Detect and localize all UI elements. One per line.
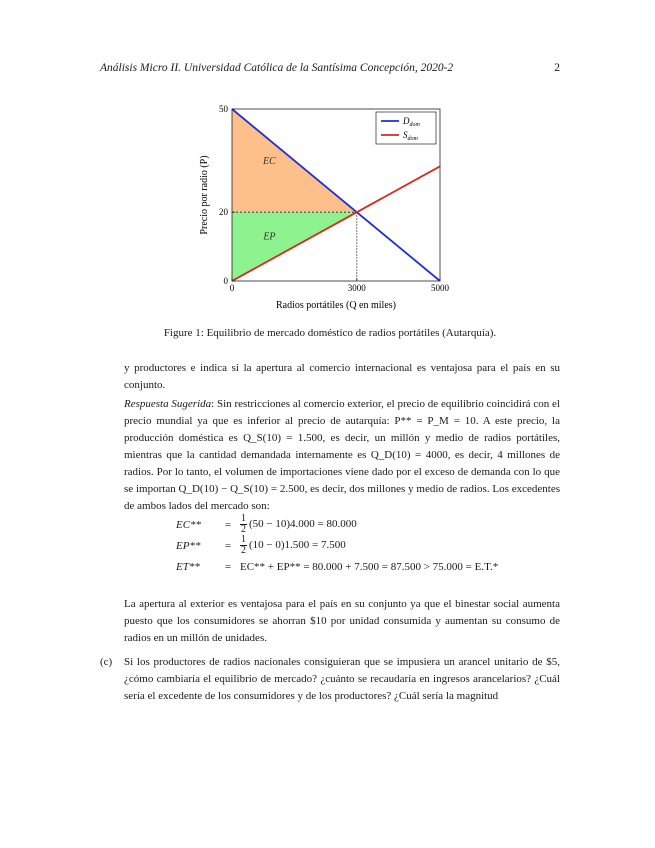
y-tick-label: 50: [219, 104, 228, 114]
equation-rhs: EC** + EP** = 80.000 + 7.500 = 87.500 > 75.000 = E.T.*: [240, 560, 499, 573]
market-equilibrium-chart: [190, 100, 460, 315]
x-axis-label: Radios portátiles (Q en miles): [276, 300, 396, 311]
equation-row: EC** = $\frac{1}{2}$ (50 − 10)4.000 = 80.000: [176, 513, 357, 535]
paragraph-conclusion: La apertura al exterior es ventajosa para el país en su conjunto ya que el binestar social aumenta puesto que los consumidores se ahorran $10 por unidad consumida y aumentan su consumo de radios en un millón de unidades.: [124, 598, 560, 644]
suggested-answer-text: : Sin restricciones al comercio exterior, el precio de equilibrio coincidirá con el precio mundial ya que es inferior al precio de autarquía: P** = P_M = 10. A este precio, la producción doméstica es Q_S(10) = 1.500, es decir, un millón y medio de radios portátiles, mientras que la cantidad demandada internamente es Q_D(10) = 4000, es decir, 4 millones de radios. Por lo tanto, el volumen de importaciones viene dado por el exceso de demanda con lo que se importan Q_D(10) − Q_S(10) = 2.500, es decir, dos millones y medio de radios. Los excedentes de ambos lados del mercado son:: [124, 398, 560, 512]
x-tick-label: 5000: [431, 283, 449, 293]
y-tick-label: 20: [219, 207, 228, 218]
suggested-answer: [124, 396, 560, 515]
equation-rhs: (10 − 0)1.500 = 7.500: [249, 539, 346, 552]
suggested-answer-label: Respuesta Sugerida: [124, 398, 212, 410]
equation-lhs: EP**: [176, 539, 201, 552]
ep-area-label: EP: [263, 231, 276, 243]
legend-supply-label: $S_{dom}$: [403, 130, 418, 142]
x-tick-label: 3000: [347, 283, 366, 293]
header-title: Análisis Micro II. Universidad Católica de la Santísima Concepción, 2020-2: [100, 62, 454, 74]
equation-row: EP** = $\frac{1}{2}$ (10 − 0)1.500 = 7.500: [176, 534, 346, 556]
item-label: (c): [100, 656, 113, 668]
question-item-c: [100, 654, 560, 705]
y-axis-label: Precio por radio (P): [199, 155, 210, 235]
equation-row: ET** = EC** + EP** = 80.000 + 7.500 = 87.500 > 75.000 = E.T.*: [176, 560, 499, 573]
ec-area-label: EC: [263, 156, 276, 168]
item-text: Si los productores de radios nacionales consiguieran que se impusiera un arancel unitario de $5, ¿cómo cambiaría el equilibrio de mercado? ¿cuánto se recaudaría en ingresos arancelarios? ¿Cuál sería el excedente de los consumidores y de los productores? ¿Cuál sería la magnitud: [124, 656, 560, 702]
figure-caption: Figure 1: Equilibrio de mercado doméstico de radios portátiles (Autarquía).: [163, 327, 497, 339]
paragraph-intro: y productores e indica si la apertura al comercio internacional es ventajosa para el país en su conjunto.: [124, 362, 560, 391]
page-header: [100, 62, 560, 74]
page-number: 2: [554, 62, 560, 74]
legend-demand-label: $D_{dom}$: [403, 116, 420, 128]
legend: [376, 112, 436, 144]
surplus-equations: [176, 514, 498, 577]
equation-lhs: ET**: [176, 560, 200, 573]
y-tick-label: 0: [223, 276, 228, 286]
equation-lhs: EC**: [176, 518, 202, 531]
x-tick-label: 0: [229, 283, 235, 293]
equation-rhs: (50 − 10)4.000 = 80.000: [249, 518, 357, 531]
